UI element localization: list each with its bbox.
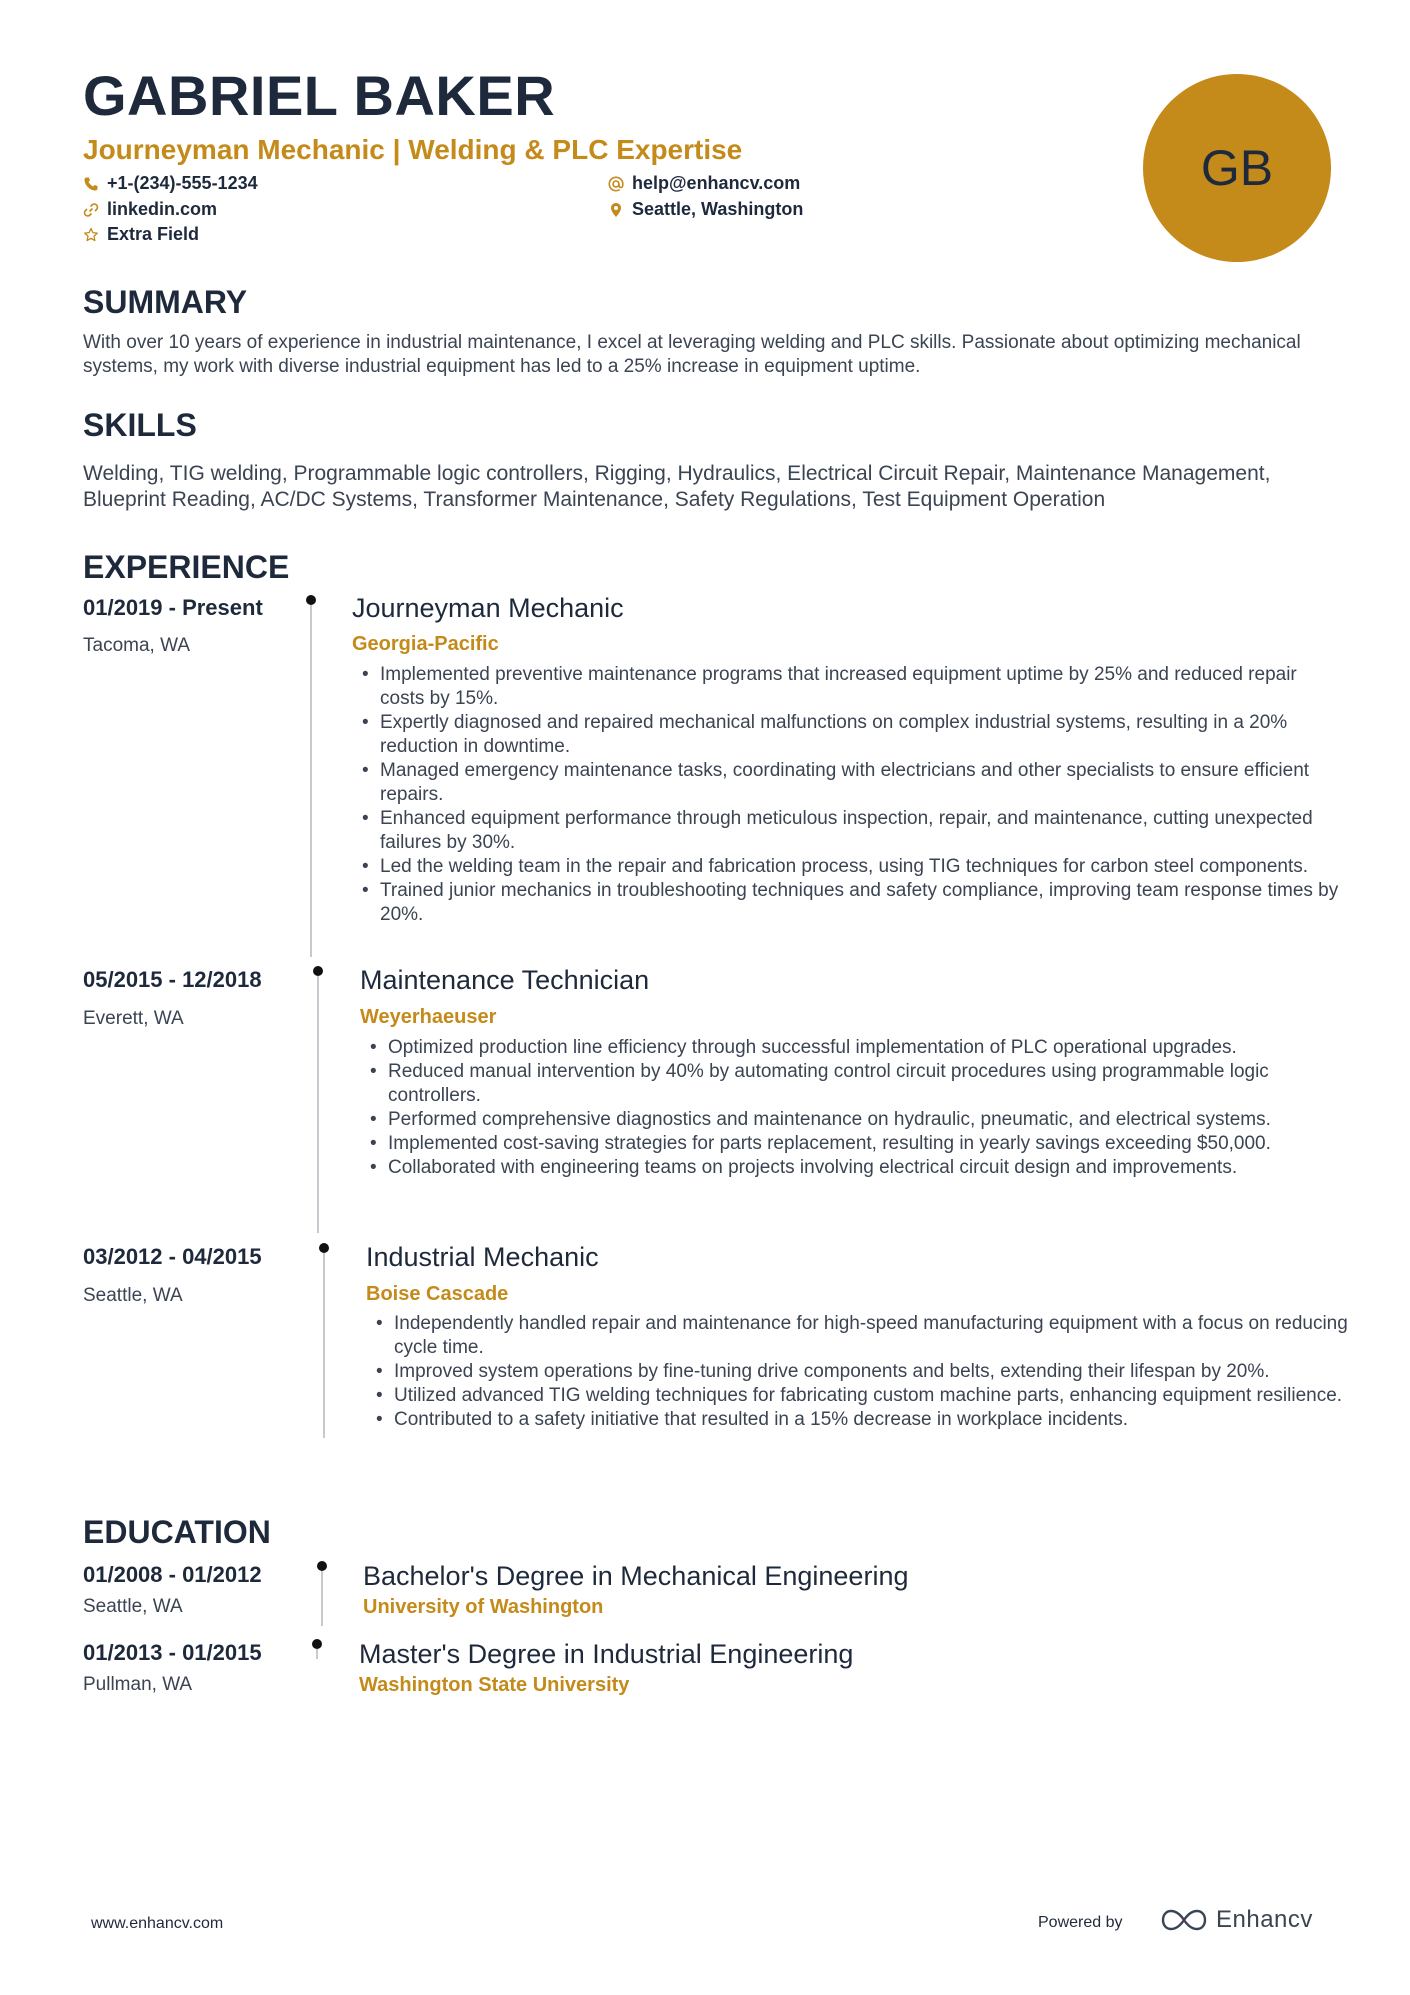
job-company: Weyerhaeuser xyxy=(360,1006,497,1028)
enhancv-brand: Enhancv xyxy=(1216,1906,1313,1933)
job-location: Seattle, WA xyxy=(83,1285,183,1306)
timeline-dot xyxy=(317,1561,327,1571)
list-item: • Led the welding team in the repair and fabrication process, using TIG techniques for carbon steel components. xyxy=(354,855,1339,879)
job-location: Tacoma, WA xyxy=(83,635,190,656)
list-item: • Enhanced equipment performance through meticulous inspection, repair, and maintenance, cutting unexpected failures by 30%. xyxy=(354,807,1339,855)
link-icon xyxy=(83,202,99,218)
list-item: • Implemented cost-saving strategies for parts replacement, resulting in yearly savings exceeding $50,000. xyxy=(362,1132,1347,1156)
edu-location: Pullman, WA xyxy=(83,1674,193,1695)
edu-dates: 01/2013 - 01/2015 xyxy=(83,1640,262,1665)
list-item: • Reduced manual intervention by 40% by automating control circuit procedures using programmable logic controllers. xyxy=(362,1060,1347,1108)
infinity-icon xyxy=(1160,1906,1208,1934)
list-item: • Implemented preventive maintenance programs that increased equipment uptime by 25% and reduced repair costs by 15%. xyxy=(354,663,1339,711)
timeline-dot xyxy=(306,595,316,605)
list-item: • Optimized production line efficiency through successful implementation of PLC operational upgrades. xyxy=(362,1036,1347,1060)
skills-text: Welding, TIG welding, Programmable logic controllers, Rigging, Hydraulics, Electrical Circuit Repair, Maintenance Management, Blueprint Reading, AC/DC Systems, Transformer Maintenance, Safety Regulations, Test Equipment Operation xyxy=(83,462,1271,511)
list-item: • Collaborated with engineering teams on projects involving electrical circuit design and improvements. xyxy=(362,1156,1347,1180)
job-role: Maintenance Technician xyxy=(360,965,650,995)
timeline-dot xyxy=(312,1639,322,1649)
timeline-dot xyxy=(319,1243,329,1253)
edu-degree: Bachelor's Degree in Mechanical Engineering xyxy=(363,1561,909,1591)
job-role: Journeyman Mechanic xyxy=(352,593,624,623)
job-bullets xyxy=(362,1036,1347,1180)
list-item: • Expertly diagnosed and repaired mechanical malfunctions on complex industrial systems, resulting in a 20% reduction in downtime. xyxy=(354,711,1339,759)
list-item: • Utilized advanced TIG welding techniques for fabricating custom machine parts, enhancing equipment resilience. xyxy=(368,1384,1348,1408)
candidate-name: GABRIEL BAKER xyxy=(83,64,556,127)
job-location: Everett, WA xyxy=(83,1008,184,1029)
footer-powered-by: Powered by xyxy=(1038,1914,1123,1931)
job-role: Industrial Mechanic xyxy=(366,1242,599,1272)
avatar-initials: GB xyxy=(1200,140,1274,196)
list-item: • Contributed to a safety initiative that resulted in a 15% decrease in workplace incidents. xyxy=(368,1408,1348,1432)
contact-extra: Extra Field xyxy=(83,224,199,245)
list-item: • Managed emergency maintenance tasks, coordinating with electricians and other specialists to ensure efficient repairs. xyxy=(354,759,1339,807)
at-icon xyxy=(608,176,624,192)
timeline-dot xyxy=(313,966,323,976)
education-heading: EDUCATION xyxy=(83,1514,271,1550)
edu-dates: 01/2008 - 01/2012 xyxy=(83,1562,262,1587)
candidate-title: Journeyman Mechanic | Welding & PLC Expertise xyxy=(83,134,743,165)
summary-heading: SUMMARY xyxy=(83,284,248,320)
timeline-line xyxy=(323,1253,325,1438)
job-bullets xyxy=(368,1312,1348,1432)
job-company: Boise Cascade xyxy=(366,1283,509,1305)
timeline-line xyxy=(316,1649,318,1659)
job-dates: 05/2015 - 12/2018 xyxy=(83,967,262,992)
footer-website[interactable]: www.enhancv.com xyxy=(91,1915,224,1932)
edu-degree: Master's Degree in Industrial Engineering xyxy=(359,1639,854,1669)
experience-heading: EXPERIENCE xyxy=(83,549,290,585)
timeline-line xyxy=(317,976,319,1233)
job-company: Georgia-Pacific xyxy=(352,633,499,655)
phone-icon xyxy=(83,176,99,192)
contact-phone[interactable]: +1-(234)-555-1234 xyxy=(83,173,258,194)
list-item: • Independently handled repair and maintenance for high-speed manufacturing equipment with a focus on reducing cycle time. xyxy=(368,1312,1348,1360)
job-dates: 03/2012 - 04/2015 xyxy=(83,1244,262,1269)
list-item: • Improved system operations by fine-tuning drive components and belts, extending their lifespan by 20%. xyxy=(368,1360,1348,1384)
skills-heading: SKILLS xyxy=(83,407,197,443)
job-dates: 01/2019 - Present xyxy=(83,595,263,620)
star-icon xyxy=(83,227,99,243)
summary-text: With over 10 years of experience in industrial maintenance, I excel at leveraging welding and PLC skills. Passionate about optimizing mechanical systems, my work with diverse industrial equipment has led to a 25% increase in equipment uptime. xyxy=(83,332,1301,377)
edu-school: University of Washington xyxy=(363,1596,604,1618)
timeline-line xyxy=(321,1571,323,1626)
job-bullets xyxy=(354,663,1339,927)
avatar xyxy=(1143,74,1331,262)
enhancv-logo[interactable] xyxy=(1160,1906,1313,1934)
contact-email[interactable]: help@enhancv.com xyxy=(608,173,800,194)
contact-linkedin[interactable]: linkedin.com xyxy=(83,199,217,220)
list-item: • Trained junior mechanics in troubleshooting techniques and safety compliance, improving team response times by 20%. xyxy=(354,879,1339,927)
location-icon xyxy=(608,202,624,218)
contact-location: Seattle, Washington xyxy=(608,199,803,220)
timeline-line xyxy=(310,605,312,957)
edu-school: Washington State University xyxy=(359,1674,630,1696)
list-item: • Performed comprehensive diagnostics and maintenance on hydraulic, pneumatic, and electrical systems. xyxy=(362,1108,1347,1132)
edu-location: Seattle, WA xyxy=(83,1596,183,1617)
